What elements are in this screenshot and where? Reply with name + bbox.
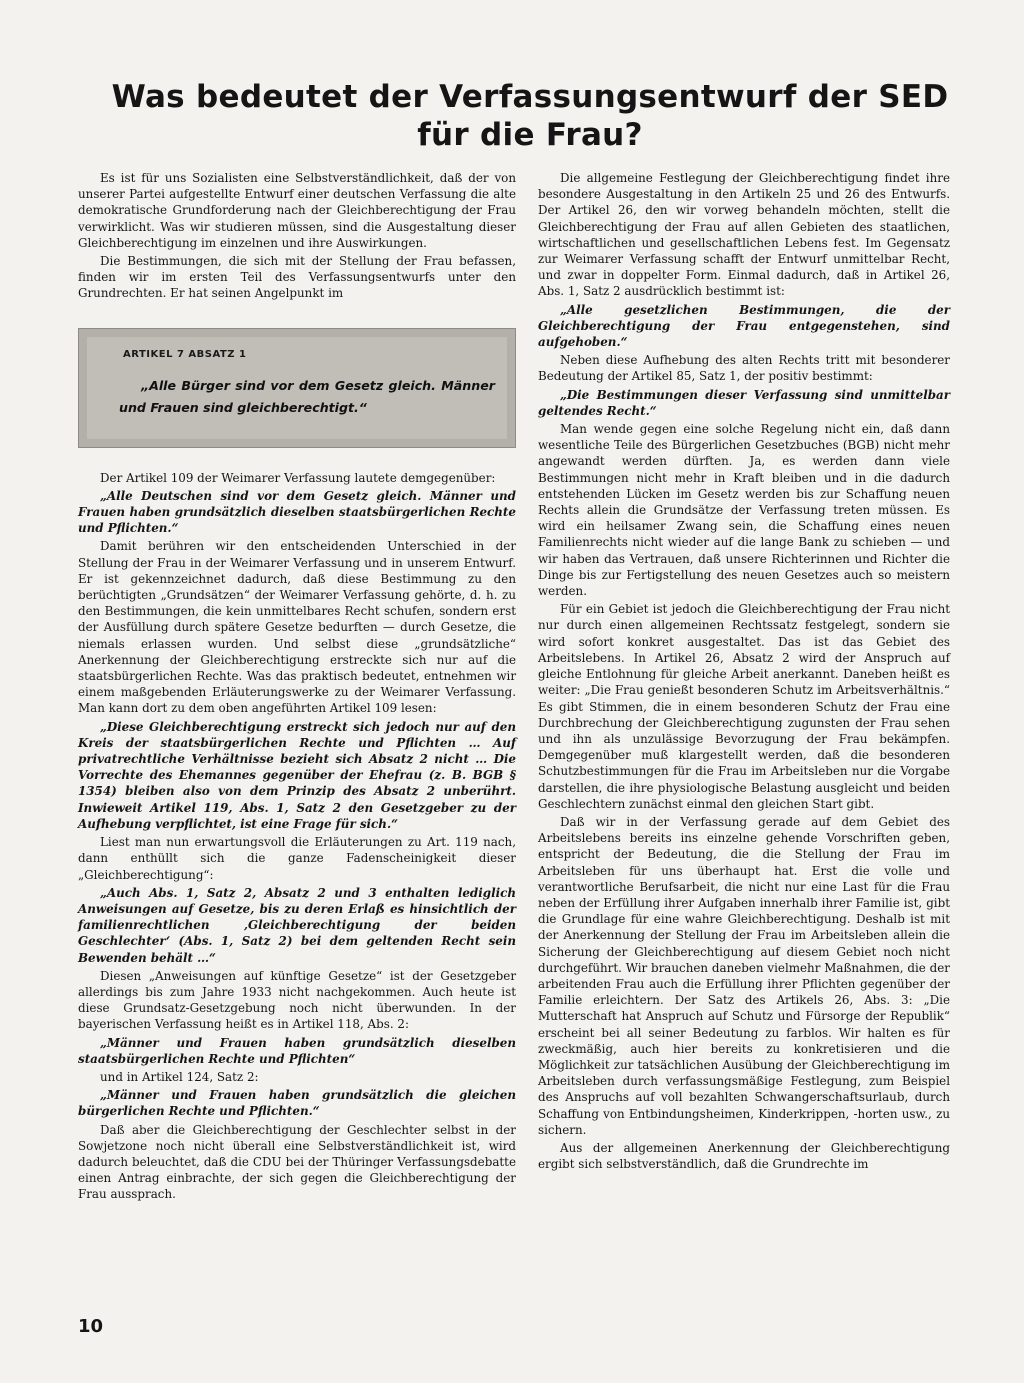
left-column-body [78, 470, 516, 1203]
quoted-paragraph: „Auch Abs. 1, Satz 2, Absatz 2 und 3 enthalten lediglich Anweisungen auf Gesetze, bis zu deren Erlaß es hinsichtlich der familienrechtlichen ‚Gleichberechtigung der beiden Geschlechter‘ (Abs. 1, Satz 2) bei dem geltenden Recht sein Bewenden behält …“ [78, 885, 516, 965]
paragraph: Die allgemeine Festlegung der Gleichberechtigung findet ihre besondere Ausgestaltung in den Artikeln 25 und 26 des Entwurfs. Der Artikel 26, den wir vorweg behandeln möchten, stellt die Gleichberechtigung der Frau auf allen Gebieten des staatlichen, wirtschaftlichen und gesellschaftlichen Lebens fest. Im Gegensatz zur Weimarer Verfassung schafft der Entwurf unmittelbar Recht, und zwar in doppelter Form. Einmal dadurch, daß in Artikel 26, Abs. 1, Satz 2 ausdrücklich bestimmt ist: [538, 171, 950, 299]
page-number: 10 [78, 1316, 104, 1337]
paragraph: Daß wir in der Verfassung gerade auf dem Gebiet des Arbeitslebens bereits ins einzelne gehende Vorschriften geben, entspricht der Bedeutung, die die Stellung der Frau im Arbeitsleben für uns überhaupt hat. Erst die volle und verantwortliche Berufsarbeit, die nicht nur eine Last für die Frau neben der Erfüllung ihrer Aufgaben innerhalb ihrer Familie ist, gibt die Grundlage für eine wahre Gleichberechtigung. Deshalb ist mit der Anerkennung der Stellung der Frau im Arbeitsleben allein die Sicherung der Gleichberechtigung auf diesem Gebiet noch nicht durchgeführt. Wir brauchen daneben vielmehr Maßnahmen, die der arbeitenden Frau auch die Erfüllung ihrer Pflichten gegenüber der Familie erleichtern. Der Satz des Artikels 26, Abs. 3: „Die Mutterschaft hat Anspruch auf Schutz und Fürsorge der Republik“ erscheint bei all seiner Bedeutung zu farblos. Wir halten es für zweckmäßig, auch hier bereits zu konkretisieren und die Möglichkeit zur tatsächlichen Ausübung der Gleichberechtigung im Arbeitsleben durch verfassungsmäßige Festlegung, zum Beispiel des Anspruchs auf voll bezahlten Schwangerschaftsurlaub, durch Schaffung von Entbindungsheimen, Kinderkrippen, -horten usw., zu sichern. [538, 814, 950, 1137]
paragraph: und in Artikel 124, Satz 2: [100, 1069, 259, 1084]
paragraph: Diesen „Anweisungen auf künftige Gesetze“ ist der Gesetzgeber allerdings bis zum Jahre 1933 nicht nachgekommen. Auch heute ist diese Grundsatz-Gesetzgebung noch nicht überwunden. In der bayerischen Verfassung heißt es in Artikel 118, Abs. 2: [78, 968, 516, 1032]
quoted-paragraph: „Diese Gleichberechtigung erstreckt sich jedoch nur auf den Kreis der staatsbürgerlichen Rechte und Pflichten … Auf privatrechtliche Verhältnisse bezieht sich Absatz 2 nicht … Die Vorrechte des Ehemannes gegenüber der Ehefrau (z. B. BGB § 1354) bleiben also von dem Prinzip des Absatz 2 unberührt. Inwieweit Artikel 119, Abs. 1, Satz 2 den Gesetzgeber zu der Aufhebung verpflichtet, ist eine Frage für sich.“ [78, 719, 516, 831]
paragraph: Damit berühren wir den entscheidenden Unterschied in der Stellung der Frau in der Weimarer Verfassung und in unserem Entwurf. Er ist gekennzeichnet dadurch, daß diese Bestimmung zu den berüchtigten „Grundsätzen“ der Weimarer Verfassung gehörte, d. h. zu den Bestimmungen, die kein unmittelbares Recht schufen, sondern erst der Ausfüllung durch spätere Gesetze bedurften — durch Gesetze, die niemals erlassen wurden. Und selbst diese „grundsätzliche“ Anerkennung der Gleichberechtigung erstreckte sich nur auf die staatsbürgerlichen Rechte. Was das praktisch bedeutet, entnehmen wir einem maßgebenden Erläuterungswerke zu der Weimarer Verfassung. Man kann dort zu dem oben angeführten Artikel 109 lesen: [78, 539, 516, 716]
paragraph: Die Bestimmungen, die sich mit der Stellung der Frau befassen, finden wir im ersten Teil des Verfassungsentwurfs unter den Grundrechten. Er hat seinen Angelpunkt im [78, 254, 516, 301]
paragraph: Aus der allgemeinen Anerkennung der Gleichberechtigung ergibt sich selbstverständlich, daß die Grundrechte im [538, 1140, 950, 1172]
paragraph: Für ein Gebiet ist jedoch die Gleichberechtigung der Frau nicht nur durch einen allgemeinen Rechtssatz festgelegt, sondern sie wird sofort konkret ausgestaltet. Das ist das Gebiet des Arbeitslebens. In Artikel 26, Absatz 2 wird der Anspruch auf gleiche Entlohnung für gleiche Arbeit anerkannt. Daneben heißt es weiter: „Die Frau genießt besonderen Schutz im Arbeitsverhältnis.“ Es gibt Stimmen, die in einem besonderen Schutz der Frau eine Durchbrechung der Gleichberechtigung zugunsten der Frau sehen und ihn als unzulässige Bevorzugung der Frau bekämpfen. Demgegenüber muß klargestellt werden, daß die besonderen Schutzbestimmungen für die Frau im Arbeitsleben nur die Vorgabe darstellen, die ihre physiologische Belastung ausgleicht und beiden Geschlechtern zunächst einmal den gleichen Start gibt. [538, 602, 950, 811]
quoted-paragraph: „Die Bestimmungen dieser Verfassung sind unmittelbar geltendes Recht.“ [538, 387, 950, 418]
paragraph: Liest man nun erwartungsvoll die Erläuterungen zu Art. 119 nach, dann enthüllt sich die ganze Fadenscheinigkeit dieser „Gleichberechtigung“: [78, 835, 516, 882]
paragraph: Man wende gegen eine solche Regelung nicht ein, daß dann wesentliche Teile des Bürgerlichen Gesetzbuches (BGB) nicht mehr angewandt werden dürften. Ja, es werden dann viele Bestimmungen nicht mehr in Kraft bleiben und in die dadurch entstehenden Lücken im Gesetz werden bis zur Schaffung neuen Rechts allein die Grundsätze der Verfassung treten müssen. Es wird ein heilsamer Zwang sein, die Schaffung eines neuen Familienrechts nicht wieder auf die lange Bank zu schieben — und wir haben das Vertrauen, daß unsere Richterinnen und Richter die Dinge bis zur Fertigstellung des neuen Gesetzes auch so meistern werden. [538, 422, 950, 599]
quoted-paragraph: „Alle Deutschen sind vor dem Gesetz gleich. Männer und Frauen haben grundsätzlich dieselben staatsbürgerlichen Rechte und Pflichten.“ [78, 488, 516, 536]
left-column-intro [78, 170, 516, 302]
article-7-callout [78, 328, 516, 448]
right-column-body [538, 170, 950, 1172]
paragraph: Es ist für uns Sozialisten eine Selbstverständlichkeit, daß der von unserer Partei aufgestellte Entwurf einer deutschen Verfassung die alte demokratische Grundforderung nach der Gleichberechtigung der Frau verwirklicht. Was wir studieren müssen, sind die Ausgestaltung dieser Gleichberechtigung im einzelnen und ihre Auswirkungen. [78, 171, 516, 250]
left-column [78, 170, 516, 1205]
right-column [538, 170, 950, 1174]
article-title: Was bedeutet der Verfassungsentwurf der SED für die Frau? [111, 79, 949, 153]
paragraph: Der Artikel 109 der Weimarer Verfassung lautete demgegenüber: [100, 470, 496, 485]
quoted-paragraph: „Männer und Frauen haben grundsätzlich dieselben staatsbürgerlichen Rechte und Pflichten“ [78, 1035, 516, 1066]
quoted-paragraph: „Alle gesetzlichen Bestimmungen, die der Gleichberechtigung der Frau entgegenstehen, sind aufgehoben.“ [538, 302, 950, 350]
quoted-paragraph: „Männer und Frauen haben grundsätzlich die gleichen bürgerlichen Rechte und Pflichten.“ [78, 1088, 516, 1119]
callout-text: „Alle Bürger sind vor dem Gesetz gleich. Männer und Frauen sind gleichberechtigt.“ [119, 377, 495, 415]
paragraph: Neben diese Aufhebung des alten Rechts tritt mit besonderer Bedeutung der Artikel 85, Satz 1, der positiv bestimmt: [538, 353, 950, 384]
callout-label: ARTIKEL 7 ABSATZ 1 [123, 348, 247, 360]
paragraph: Daß aber die Gleichberechtigung der Geschlechter selbst in der Sowjetzone noch nicht überall eine Selbstverständlichkeit ist, wird dadurch beleuchtet, daß die CDU bei der Thüringer Verfassungsdebatte einen Antrag einbrachte, der sich gegen die Gleichberechtigung der Frau aussprach. [78, 1122, 516, 1202]
